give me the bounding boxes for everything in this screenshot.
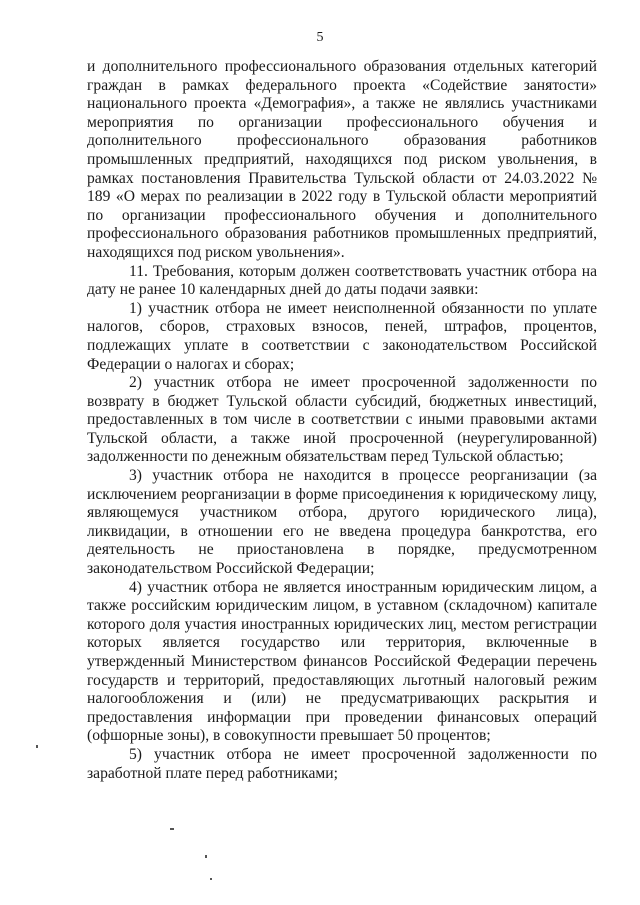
scan-speck bbox=[210, 878, 212, 880]
paragraph-subitem-3: 3) участник отбора не находится в процессе реорганизации (за исключением реорганизации в форме присоединения к юридическому лицу, являющемуся участником отбора, другого юридического лица), ликвидации, в отношении его не введена процедура банкротства, его деятельность не приостановлена в порядке, предусмотренном законодательством Российской Федерации; bbox=[87, 467, 597, 578]
page-number: 5 bbox=[316, 30, 324, 45]
scan-speck bbox=[170, 828, 174, 830]
paragraph-item-11: 11. Требования, которым должен соответствовать участник отбора на дату не ранее 10 календарных дней до даты подачи заявки: bbox=[87, 262, 597, 299]
document-body bbox=[87, 58, 597, 783]
paragraph-subitem-5: 5) участник отбора не имеет просроченной задолженности по заработной плате перед работниками; bbox=[87, 745, 597, 782]
paragraph-subitem-1: 1) участник отбора не имеет неисполненной обязанности по уплате налогов, сборов, страховых взносов, пеней, штрафов, процентов, подлежащих уплате в соответствии с законодательством Российской Федерации о налогах и сборах; bbox=[87, 299, 597, 373]
paragraph-continuation: и дополнительного профессионального образования отдельных категорий граждан в рамках федерального проекта «Содействие занятости» национального проекта «Демография», а также не являлись участниками мероприятия по организации профессионального обучения и дополнительного профессионального образования работников промышленных предприятий, находящихся под риском увольнения, в рамках постановления Правительства Тульской области от 24.03.2022 № 189 «О мерах по реализации в 2022 году в Тульской области мероприятий по организации профессионального обучения и дополнительного профессионального образования работников промышленных предприятий, находящихся под риском увольнения». bbox=[87, 58, 597, 261]
scan-speck bbox=[205, 855, 207, 858]
paragraph-subitem-4: 4) участник отбора не является иностранным юридическим лицом, а также российским юридическим лицом, в уставном (складочном) капитале которого доля участия иностранных юридических лиц, местом регистрации которых является государство или территория, включенные в утвержденный Министерством финансов Российской Федерации перечень государств и территорий, предоставляющих льготный налоговый режим налогообложения и (или) не предусматривающих раскрытия и предоставления информации при проведении финансовых операций (офшорные зоны), в совокупности превышает 50 процентов; bbox=[87, 578, 597, 745]
scan-speck bbox=[36, 745, 38, 748]
paragraph-subitem-2: 2) участник отбора не имеет просроченной задолженности по возврату в бюджет Тульской области субсидий, бюджетных инвестиций, предоставленных в том числе в соответствии с иными правовыми актами Тульской области, а также иной просроченной (неурегулированной) задолженности по денежным обязательствам перед Тульской областью; bbox=[87, 374, 597, 466]
